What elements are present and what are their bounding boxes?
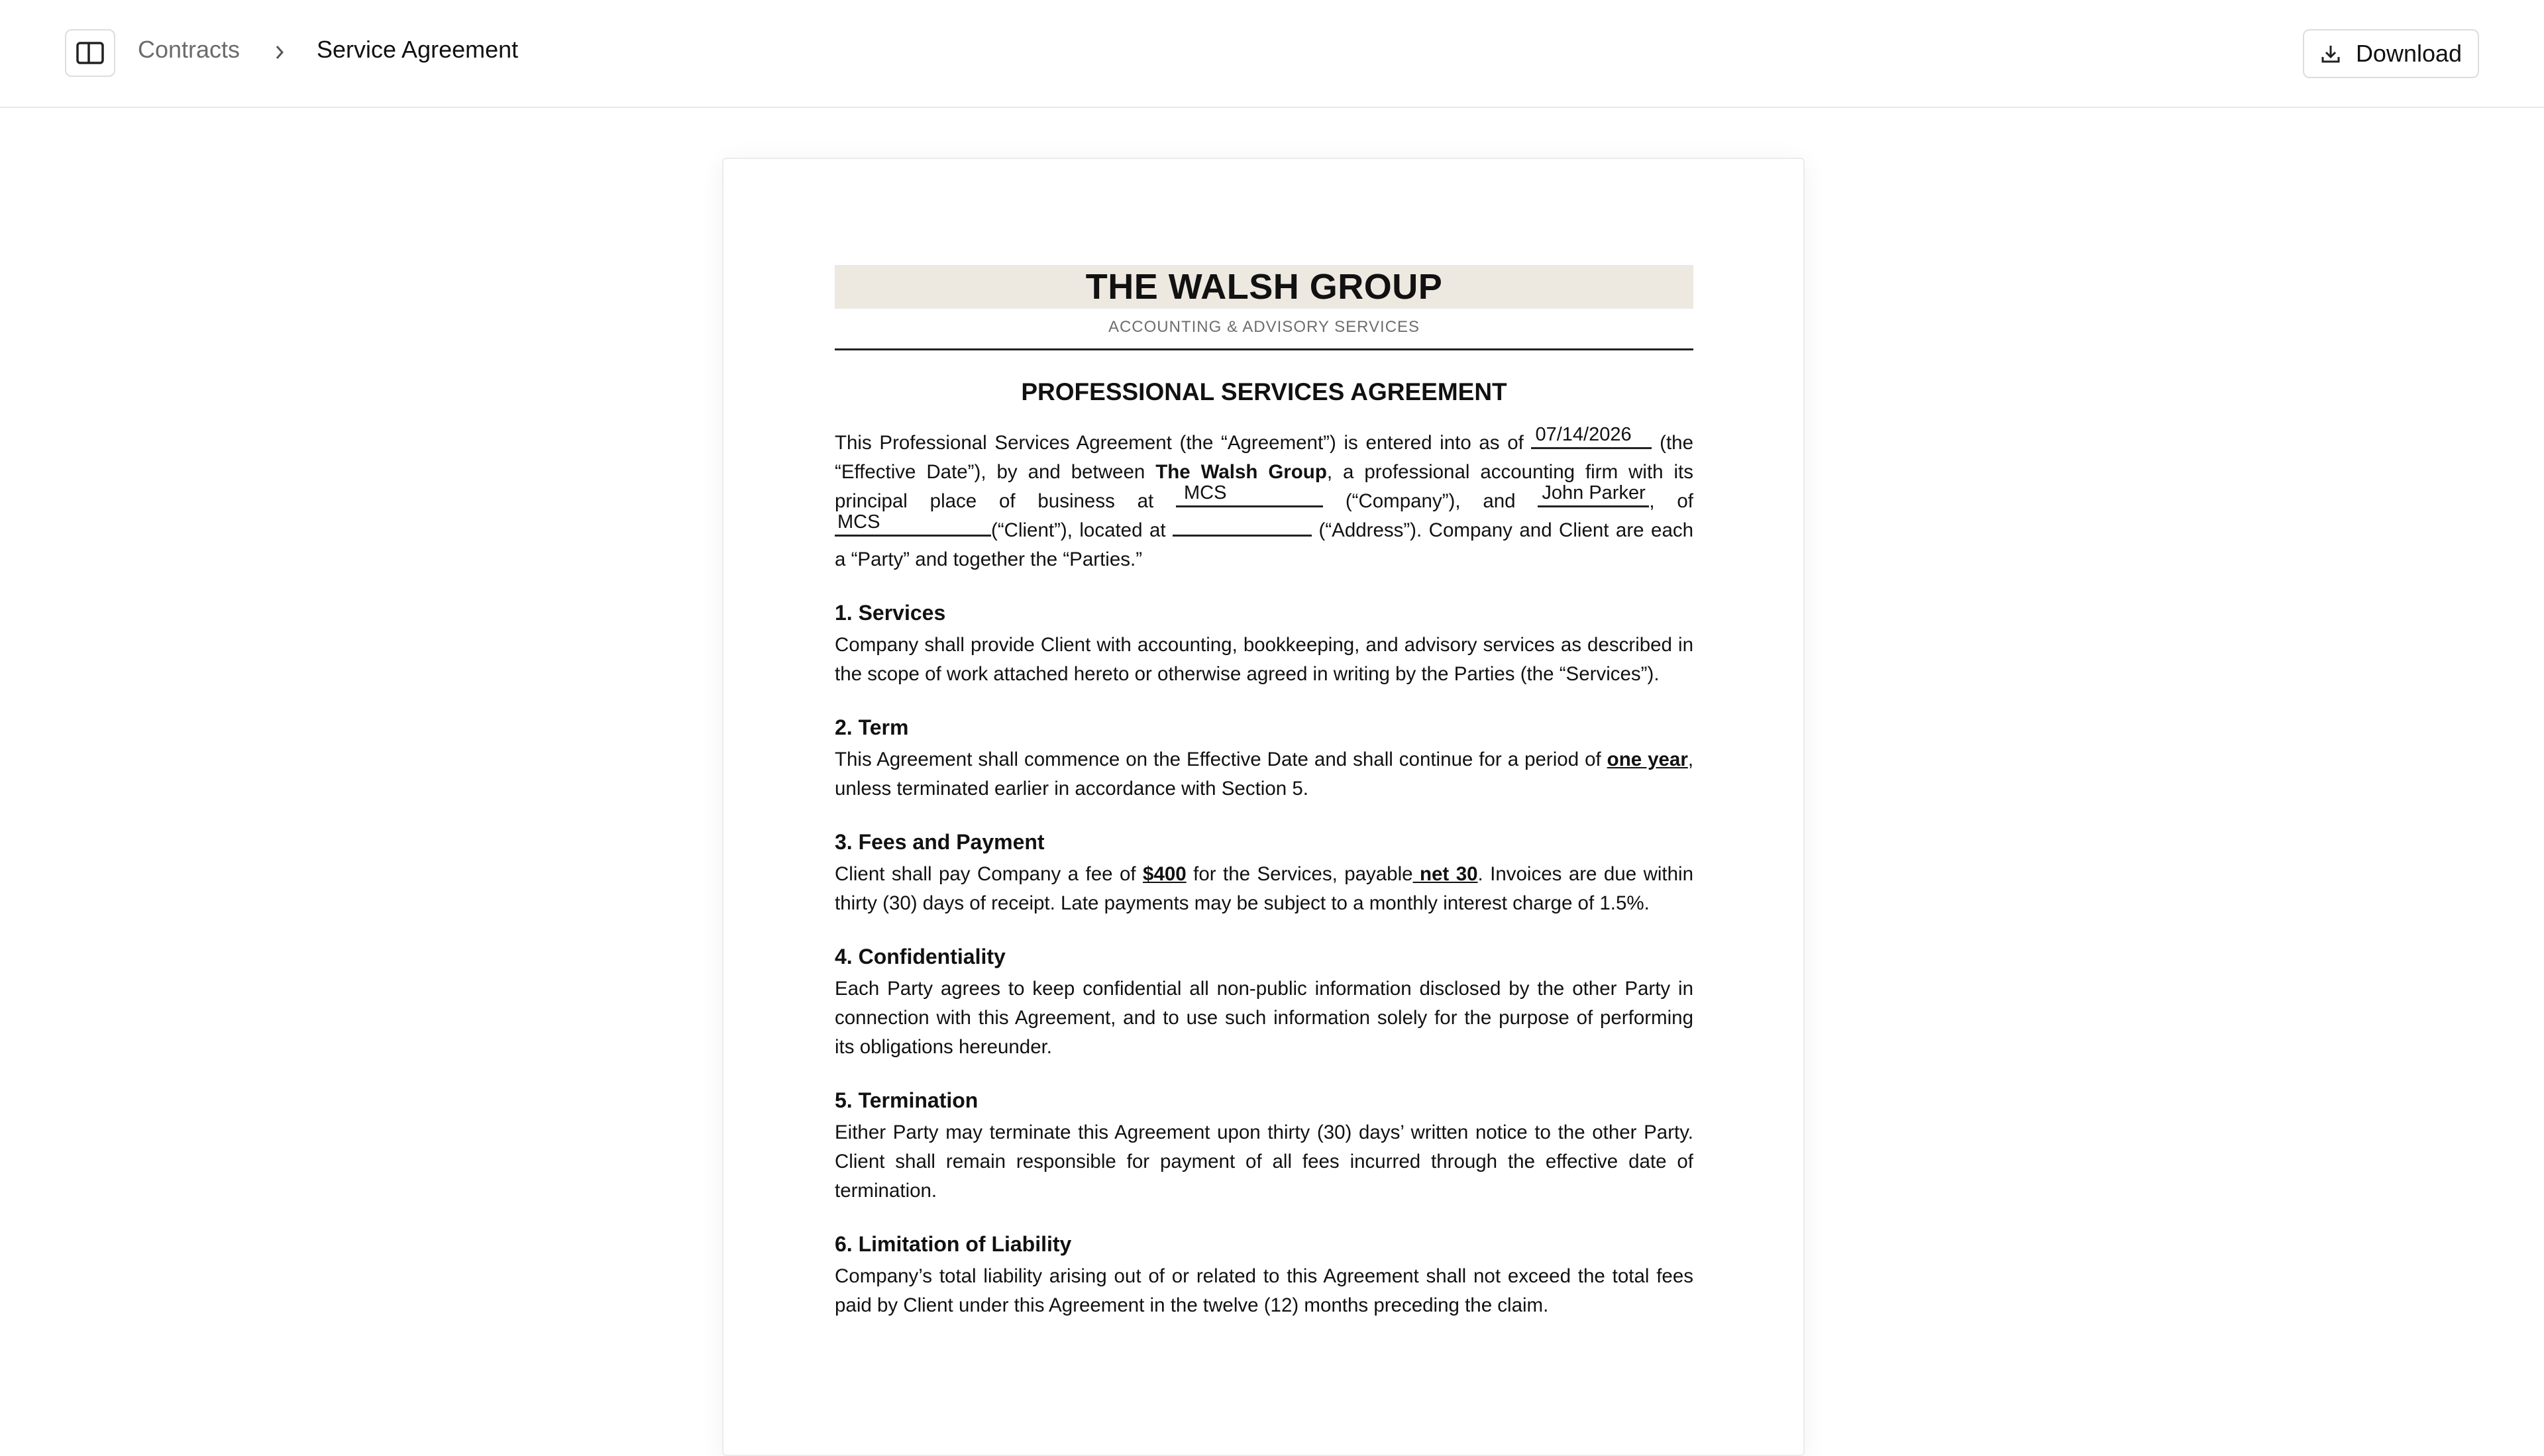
breadcrumb-contracts-link[interactable]: Contracts: [138, 36, 240, 63]
document-page: [722, 158, 1805, 1456]
intro-text: (“Client”), located at: [991, 519, 1173, 541]
section-body-confidentiality: Each Party agrees to keep confidential all non-public information disclosed by the other Party in connection with this Agreement, and to use such information solely for the purpose of performing its obligations hereunder.: [835, 978, 1693, 1058]
download-label: Download: [2355, 40, 2463, 67]
download-button[interactable]: [2303, 29, 2479, 78]
intro-text: , a professional accounting firm with its principal place of business at: [835, 461, 1693, 512]
section-body-term: [835, 745, 1693, 804]
payment-terms-value: net 30: [1412, 863, 1478, 885]
fee-value: $400: [1143, 863, 1187, 885]
breadcrumb-current-page: Service Agreement: [317, 36, 519, 63]
term-text: , unless terminated earlier in accordance with Section 5.: [835, 749, 1694, 800]
section-body-termination: Either Party may terminate this Agreement upon thirty (30) days’ written notice to the other Party. Client shall remain responsible for payment of all fees incurred through the effective date of termination.: [835, 1121, 1693, 1202]
chevron-right-icon: [272, 42, 288, 62]
company-address-value: MCS: [1184, 482, 1227, 503]
term-value: one year: [1607, 749, 1688, 770]
fees-text: Client shall pay Company a fee of: [835, 863, 1143, 885]
section-body-fees: [835, 860, 1693, 918]
effective-date-field[interactable]: [1531, 424, 1652, 449]
document-content: [835, 265, 1693, 1320]
intro-text: (“Address”). Company and Client are each a “Party” and together the “Parties.”: [835, 519, 1694, 570]
company-letterhead: THE WALSH GROUP: [835, 265, 1693, 309]
section-title-term: 2. Term: [835, 715, 909, 739]
section-title-liability: 6. Limitation of Liability: [835, 1232, 1072, 1256]
effective-date-value: 07/14/2026: [1535, 424, 1632, 445]
section-body-liability: Company’s total liability arising out of or related to this Agreement shall not exceed the total fees paid by Client under this Agreement in the twelve (12) months preceding the claim.: [835, 1265, 1693, 1316]
section-body-services: Company shall provide Client with accounting, bookkeeping, and advisory services as described in the scope of work attached hereto or otherwise agreed in writing by the Parties (the “Services”).: [835, 634, 1693, 685]
client-address-field[interactable]: [1173, 517, 1312, 537]
company-tagline: ACCOUNTING & ADVISORY SERVICES: [835, 318, 1693, 350]
intro-text: , of: [1649, 490, 1693, 512]
sidebar-toggle-button[interactable]: [65, 29, 115, 77]
intro-text: (“Company”), and: [1323, 490, 1538, 512]
company-address-field[interactable]: [1176, 482, 1323, 507]
client-name-value: John Parker: [1542, 482, 1646, 503]
intro-paragraph: [835, 424, 1694, 574]
top-bar: [0, 0, 2544, 108]
section-title-confidentiality: 4. Confidentiality: [835, 945, 1006, 968]
client-company-field[interactable]: [835, 511, 991, 537]
firm-name: The Walsh Group: [1155, 461, 1327, 483]
agreement-title: PROFESSIONAL SERVICES AGREEMENT: [1021, 378, 1507, 405]
intro-text: This Professional Services Agreement (the “Agreement”) is entered into as of: [835, 432, 1532, 454]
sidebar-panel-icon: [76, 41, 105, 65]
fees-text: . Invoices are due within thirty (30) days of receipt. Late payments may be subject to a monthly interest charge of 1.5%.: [835, 863, 1693, 914]
section-title-termination: 5. Termination: [835, 1088, 979, 1112]
term-text: This Agreement shall commence on the Effective Date and shall continue for a period of: [835, 749, 1607, 770]
section-title-services: 1. Services: [835, 601, 946, 625]
client-name-field[interactable]: [1538, 482, 1649, 507]
client-company-value: MCS: [837, 511, 880, 533]
section-title-fees: 3. Fees and Payment: [835, 830, 1045, 854]
intro-text: (the “Effective Date”), by and between: [835, 432, 1693, 483]
download-icon: [2320, 43, 2341, 64]
fees-text: for the Services, payable: [1186, 863, 1413, 885]
